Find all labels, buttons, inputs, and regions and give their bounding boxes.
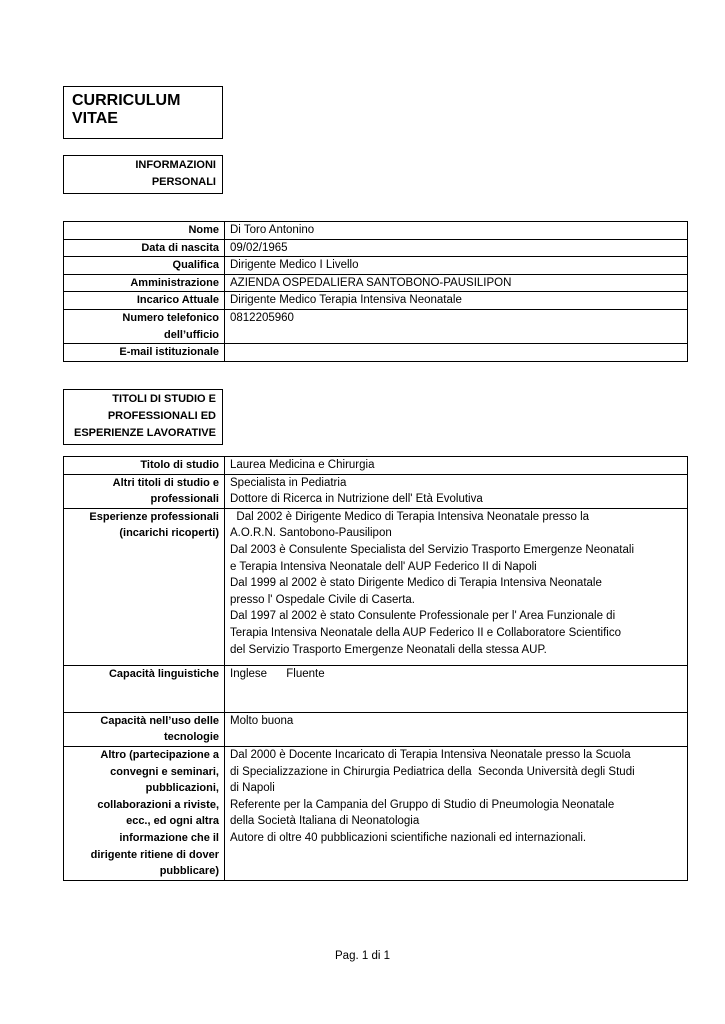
- row-label: Qualifica: [64, 257, 225, 275]
- row-value: 09/02/1965: [225, 239, 688, 257]
- personal-info-table: [63, 221, 688, 362]
- row-label: E-mail istituzionale: [64, 344, 225, 362]
- row-label: Altro (partecipazione a convegni e seminari, pubblicazioni, collaborazioni a riviste, ecc., ed ogni altra informazione che il dirigente ritiene di dover pubblicare): [64, 746, 225, 880]
- row-value: AZIENDA OSPEDALIERA SANTOBONO-PAUSILIPON: [225, 274, 688, 292]
- table-row: [64, 746, 688, 880]
- table-row: [64, 292, 688, 310]
- text-line: di Napoli: [230, 782, 275, 795]
- row-label: Titolo di studio: [64, 457, 225, 475]
- table-row: [64, 474, 688, 508]
- title-box: [63, 86, 223, 139]
- row-label: Altri titoli di studio e professionali: [64, 474, 225, 508]
- text-line: Dal 1999 al 2002 è stato Dirigente Medico di Terapia Intensiva Neonatale: [230, 577, 602, 590]
- text-line: A.O.R.N. Santobono-Pausilipon: [230, 527, 392, 540]
- section-header-education-text: TITOLI DI STUDIO E PROFESSIONALI ED ESPERIENZE LAVORATIVE: [73, 393, 216, 439]
- row-label: Esperienze professionali (incarichi ricoperti): [64, 508, 225, 665]
- section-header-personal-text: INFORMAZIONI PERSONALI: [135, 159, 216, 188]
- text-line: Autore di oltre 40 pubblicazioni scientifiche nazionali ed internazionali.: [230, 831, 587, 844]
- text-line: presso l' Ospedale Civile di Caserta.: [230, 593, 415, 606]
- section-header-personal: [63, 155, 223, 194]
- table-row: [64, 239, 688, 257]
- table-row: [64, 257, 688, 275]
- table-row: [64, 457, 688, 475]
- row-value: [225, 746, 688, 880]
- row-label: Incarico Attuale: [64, 292, 225, 310]
- education-table: [63, 456, 688, 881]
- row-label: Capacità nell’uso delle tecnologie: [64, 712, 225, 746]
- table-row: [64, 344, 688, 362]
- text-line: di Specializzazione in Chirurgia Pediatrica della Seconda Università degli Studi: [230, 765, 635, 778]
- section-header-education: [63, 389, 223, 445]
- row-value: [225, 344, 688, 362]
- row-value: [225, 508, 688, 665]
- page-footer: Pag. 1 di 1: [335, 950, 390, 962]
- row-value: Inglese Fluente: [225, 665, 688, 712]
- table-row: [64, 309, 688, 343]
- text-line: Specialista in Pediatria: [230, 476, 347, 489]
- table-row: [64, 222, 688, 240]
- page-title: CURRICULUM VITAE: [72, 92, 181, 127]
- text-line: Dal 2002 è Dirigente Medico di Terapia Intensiva Neonatale presso la: [230, 510, 590, 523]
- table-row: [64, 274, 688, 292]
- row-value: Molto buona: [225, 712, 688, 746]
- row-value: [225, 474, 688, 508]
- text-line: Dal 1997 al 2002 è stato Consulente Professionale per l' Area Funzionale di: [230, 610, 616, 623]
- row-label: Numero telefonico dell’ufficio: [64, 309, 225, 343]
- text-line: della Società Italiana di Neonatologia: [230, 815, 420, 828]
- row-label: Data di nascita: [64, 239, 225, 257]
- table-row: [64, 712, 688, 746]
- text-line: Dal 2003 è Consulente Specialista del Servizio Trasporto Emergenze Neonatali: [230, 543, 635, 556]
- row-value: Di Toro Antonino: [225, 222, 688, 240]
- table-row: [64, 665, 688, 712]
- row-label: Amministrazione: [64, 274, 225, 292]
- row-label: Nome: [64, 222, 225, 240]
- text-line: Dal 2000 è Docente Incaricato di Terapia Intensiva Neonatale presso la Scuola: [230, 748, 631, 761]
- row-value: 0812205960: [225, 309, 688, 343]
- text-line: Referente per la Campania del Gruppo di Studio di Pneumologia Neonatale: [230, 798, 615, 811]
- text-line: Terapia Intensiva Neonatale della AUP Federico II e Collaboratore Scientifico: [230, 626, 622, 639]
- row-value: Laurea Medicina e Chirurgia: [225, 457, 688, 475]
- text-line: Dottore di Ricerca in Nutrizione dell' Età Evolutiva: [230, 493, 483, 506]
- row-value: Dirigente Medico I Livello: [225, 257, 688, 275]
- row-value: Dirigente Medico Terapia Intensiva Neonatale: [225, 292, 688, 310]
- row-label: Capacità linguistiche: [64, 665, 225, 712]
- table-row: [64, 508, 688, 665]
- text-line: del Servizio Trasporto Emergenze Neonatali della stessa AUP.: [230, 643, 547, 656]
- text-line: e Terapia Intensiva Neonatale dell' AUP Federico II di Napoli: [230, 560, 537, 573]
